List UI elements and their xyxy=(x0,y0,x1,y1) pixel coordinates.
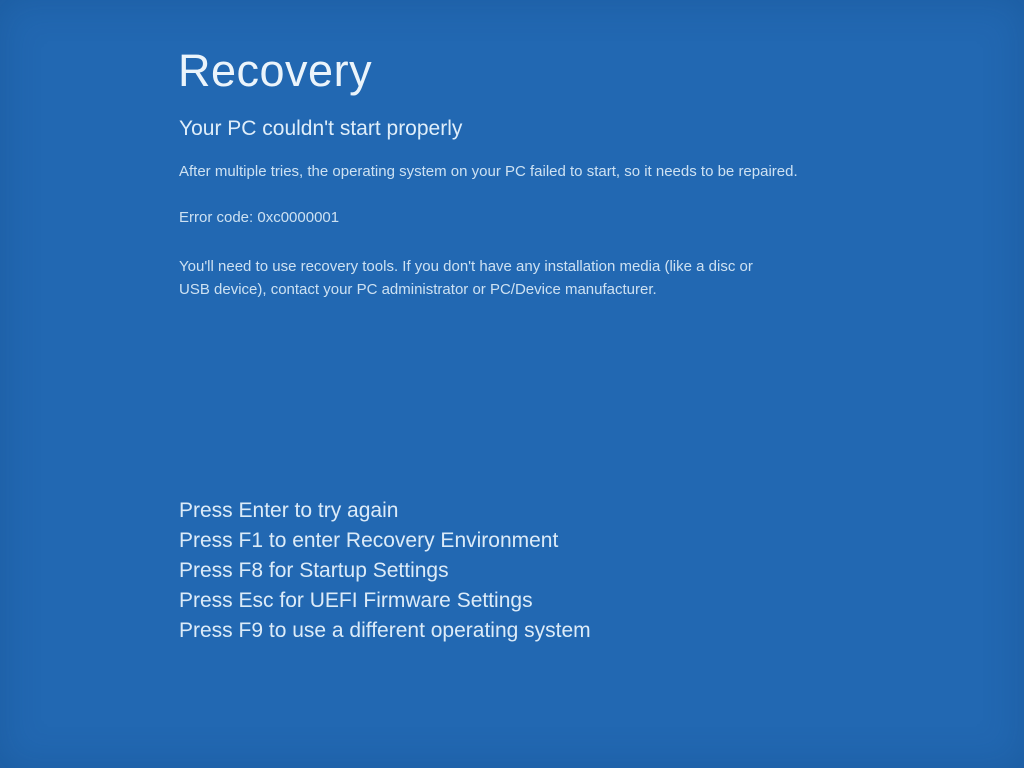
error-code xyxy=(179,209,339,226)
option-press-f9-different-operating-system[interactable]: Press F9 to use a different operating system xyxy=(179,619,591,642)
error-code-value: 0xc0000001 xyxy=(257,209,340,226)
page-title: Recovery xyxy=(178,45,373,96)
recovery-tools-info: You'll need to use recovery tools. If you don't have any installation media (like a disc or USB device), contact your PC administrator or PC/Device manufacturer. xyxy=(179,258,753,298)
option-press-f1-recovery-environment[interactable]: Press F1 to enter Recovery Environment xyxy=(179,529,559,552)
option-press-f8-startup-settings[interactable]: Press F8 for Startup Settings xyxy=(179,559,449,582)
option-press-esc-uefi-firmware-settings[interactable]: Press Esc for UEFI Firmware Settings xyxy=(179,589,533,612)
error-code-label: Error code: xyxy=(179,209,254,226)
keyboard-options-list xyxy=(179,496,591,646)
error-headline: Your PC couldn't start properly xyxy=(179,117,463,140)
error-description: After multiple tries, the operating system on your PC failed to start, so it needs to be repaired. xyxy=(179,163,798,180)
option-press-enter-try-again[interactable]: Press Enter to try again xyxy=(179,499,399,522)
